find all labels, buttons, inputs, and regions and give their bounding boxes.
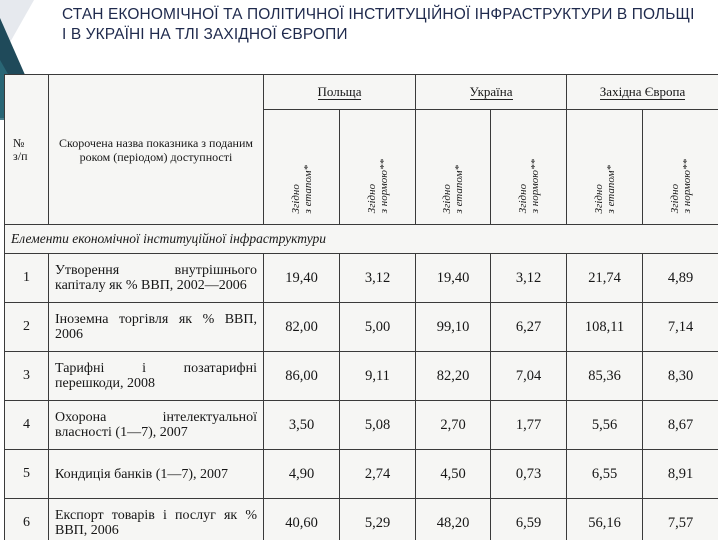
sub-header-label: Згідно з етапом* — [289, 164, 314, 213]
value-cell: 4,50 — [416, 450, 491, 499]
value-cell: 19,40 — [416, 254, 491, 303]
value-cell: 7,57 — [643, 499, 718, 540]
value-cell: 99,10 — [416, 303, 491, 352]
value-cell: 4,89 — [643, 254, 718, 303]
table-row — [5, 401, 719, 450]
column-header-indicator — [49, 75, 264, 225]
value-cell: 7,04 — [491, 352, 567, 401]
group-header-label: Польща — [317, 84, 362, 99]
sub-header-stage — [264, 110, 340, 225]
value-cell: 5,56 — [567, 401, 643, 450]
value-cell: 8,91 — [643, 450, 718, 499]
value-cell: 8,67 — [643, 401, 718, 450]
column-header-number — [5, 75, 49, 225]
section-row — [5, 225, 719, 254]
value-cell: 85,36 — [567, 352, 643, 401]
table-row — [5, 499, 719, 540]
indicator-name: Кондиція банків (1—7), 2007 — [49, 450, 264, 499]
value-cell: 8,30 — [643, 352, 718, 401]
value-cell: 48,20 — [416, 499, 491, 540]
sub-header-label: Згідно з нормою** — [668, 158, 693, 213]
value-cell: 6,55 — [567, 450, 643, 499]
scanned-table-image — [4, 74, 718, 540]
value-cell: 5,29 — [340, 499, 416, 540]
indicator-name: Експорт товарів і послуг як % ВВП, 2006 — [49, 499, 264, 540]
slide-title: СТАН ЕКОНОМІЧНОЇ ТА ПОЛІТИЧНОЇ ІНСТИТУЦІЙНОЇ ІНФРАСТРУКТУРИ В ПОЛЬЩІ І В УКРАЇНІ НА ТЛІ ЗАХІДНОЇ ЄВРОПИ — [62, 6, 695, 43]
sub-header-label: Згідно з етапом* — [592, 164, 617, 213]
table-row — [5, 254, 719, 303]
value-cell: 3,12 — [491, 254, 567, 303]
table-row — [5, 352, 719, 401]
group-header-label: Україна — [469, 84, 513, 99]
value-cell: 3,50 — [264, 401, 340, 450]
value-cell: 21,74 — [567, 254, 643, 303]
indicator-name: Утворення внутрішнього капіталу як % ВВП, 2002—2006 — [49, 254, 264, 303]
sub-header-label: Згідно з етапом* — [441, 164, 466, 213]
sub-header-stage — [416, 110, 491, 225]
sub-header-norm — [491, 110, 567, 225]
value-cell: 108,11 — [567, 303, 643, 352]
value-cell: 82,20 — [416, 352, 491, 401]
sub-header-norm — [340, 110, 416, 225]
value-cell: 5,00 — [340, 303, 416, 352]
value-cell: 56,16 — [567, 499, 643, 540]
sub-header-label: Згідно з нормою** — [516, 158, 541, 213]
value-cell: 1,77 — [491, 401, 567, 450]
value-cell: 5,08 — [340, 401, 416, 450]
group-header-label: Західна Європа — [599, 84, 686, 99]
row-number: 6 — [5, 499, 49, 540]
value-cell: 2,74 — [340, 450, 416, 499]
value-cell: 6,27 — [491, 303, 567, 352]
value-cell: 7,14 — [643, 303, 718, 352]
table-row — [5, 303, 719, 352]
value-cell: 86,00 — [264, 352, 340, 401]
indicator-name: Охорона інтелектуальної власності (1—7), 2007 — [49, 401, 264, 450]
column-header-number-text: № з/п — [13, 135, 28, 163]
sub-header-label: Згідно з нормою** — [365, 158, 390, 213]
group-header-ukraine — [416, 75, 567, 110]
row-number: 5 — [5, 450, 49, 499]
row-number: 4 — [5, 401, 49, 450]
sub-header-norm — [643, 110, 718, 225]
sub-header-stage — [567, 110, 643, 225]
column-header-indicator-text: Скорочена назва показника з поданим роком (періодом) доступності — [59, 135, 253, 164]
group-header-poland — [264, 75, 416, 110]
value-cell: 9,11 — [340, 352, 416, 401]
section-title: Елементи економічної інституційної інфраструктури — [5, 225, 719, 254]
row-number: 2 — [5, 303, 49, 352]
row-number: 1 — [5, 254, 49, 303]
value-cell: 2,70 — [416, 401, 491, 450]
value-cell: 19,40 — [264, 254, 340, 303]
value-cell: 4,90 — [264, 450, 340, 499]
row-number: 3 — [5, 352, 49, 401]
value-cell: 6,59 — [491, 499, 567, 540]
indicator-name: Іноземна торгівля як % ВВП, 2006 — [49, 303, 264, 352]
value-cell: 3,12 — [340, 254, 416, 303]
value-cell: 82,00 — [264, 303, 340, 352]
table-row — [5, 450, 719, 499]
indicators-table — [4, 74, 718, 540]
value-cell: 0,73 — [491, 450, 567, 499]
group-header-western-europe — [567, 75, 718, 110]
value-cell: 40,60 — [264, 499, 340, 540]
indicator-name: Тарифні і позатарифні перешкоди, 2008 — [49, 352, 264, 401]
